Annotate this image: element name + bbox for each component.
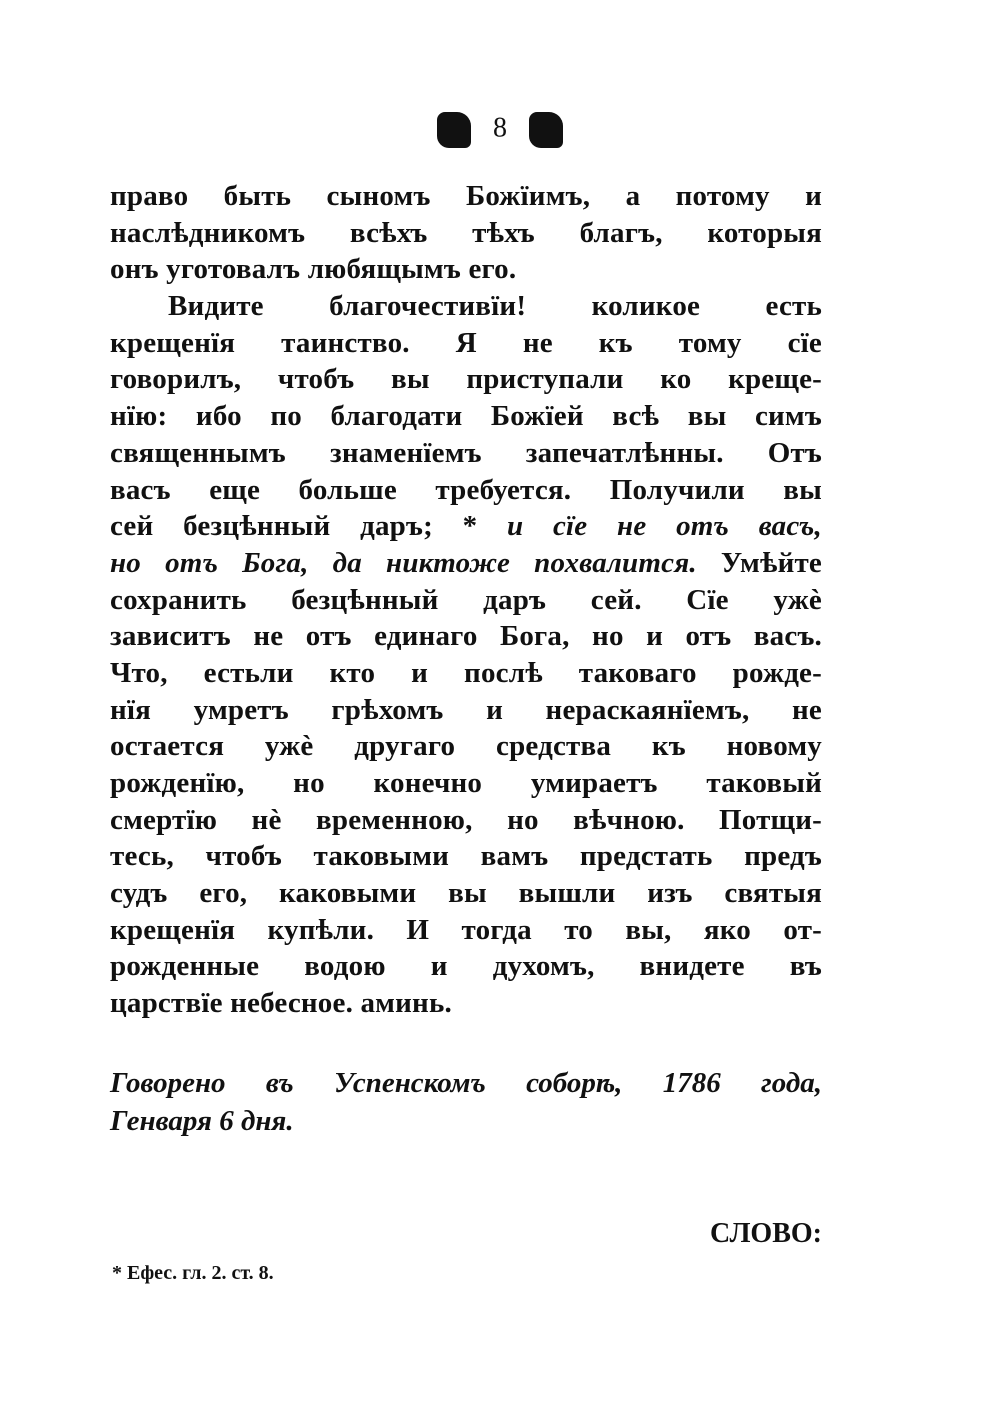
footnote: * Ефес. гл. 2. ст. 8.: [112, 1262, 274, 1284]
text-line: онъ уготовалъ любящымъ его.: [110, 253, 517, 286]
text-line: васъ еще больше требуется. Получили вы: [110, 473, 822, 506]
text-line: нїю: ибо по благодати Божїей всѣ вы симъ: [110, 400, 822, 433]
text-line: Что, естьли кто и послѣ таковаго рожде-: [110, 656, 822, 689]
text-line: крещенїя таинство. Я не къ тому сїе: [110, 326, 822, 359]
text-line: священнымъ знаменїемъ запечатлѣнны. Отъ: [110, 436, 822, 469]
text-line: наслѣдникомъ всѣхъ тѣхъ благъ, которыя: [110, 216, 822, 249]
text-line: рожденные водою и духомъ, внидете въ: [110, 950, 822, 983]
text-line: [110, 545, 822, 582]
page-header: [0, 112, 1000, 148]
text-line: остается ужѐ другаго средства къ новому: [110, 730, 822, 763]
text-line: сохранить безцѣнный даръ сей. Сїе ужѐ: [110, 583, 822, 616]
scripture-quote: но отъ Бога, да никтоже похвалится.: [110, 546, 697, 579]
delivery-note-line: Генваря 6 дня.: [110, 1105, 294, 1137]
text-line: [110, 508, 822, 545]
ornament-right-icon: [529, 112, 563, 148]
catchword: СЛОВО:: [710, 1218, 822, 1249]
text-line: судъ его, каковыми вы вышли изъ святыя: [110, 877, 822, 910]
text-line: крещенїя купѣли. И тогда то вы, яко от-: [110, 913, 822, 946]
text-line: нїя умретъ грѣхомъ и нераскаянїемъ, не: [110, 693, 822, 726]
text-line: право быть сыномъ Божїимъ, а потому и: [110, 180, 822, 212]
scripture-quote: и сїе не отъ васъ,: [506, 510, 822, 543]
main-text: [110, 178, 822, 1022]
text-line: тесь, чтобъ таковыми вамъ предстать предъ: [110, 840, 822, 873]
text-segment: сей безцѣнный даръ; *: [110, 510, 478, 543]
text-line: рожденїю, но конечно умираетъ таковый: [110, 767, 822, 799]
text-line: Видите благочестивїи! коликое есть: [168, 290, 822, 323]
text-line: зависитъ не отъ единаго Бога, но и отъ васъ.: [110, 620, 822, 653]
page-number: 8: [493, 112, 507, 144]
text-line: смертїю нѐ временною, но вѣчною. Потщи-: [110, 803, 822, 836]
delivery-note-line: Говорено въ Успенскомъ соборѣ, 1786 года,: [110, 1067, 822, 1099]
text-line: царствїе небесное. аминь.: [110, 987, 452, 1020]
text-line: говорилъ, чтобъ вы приступали ко креще-: [110, 363, 822, 396]
text-segment: Умѣйте: [720, 546, 823, 579]
delivery-note: [110, 1064, 822, 1140]
ornament-left-icon: [437, 112, 471, 148]
